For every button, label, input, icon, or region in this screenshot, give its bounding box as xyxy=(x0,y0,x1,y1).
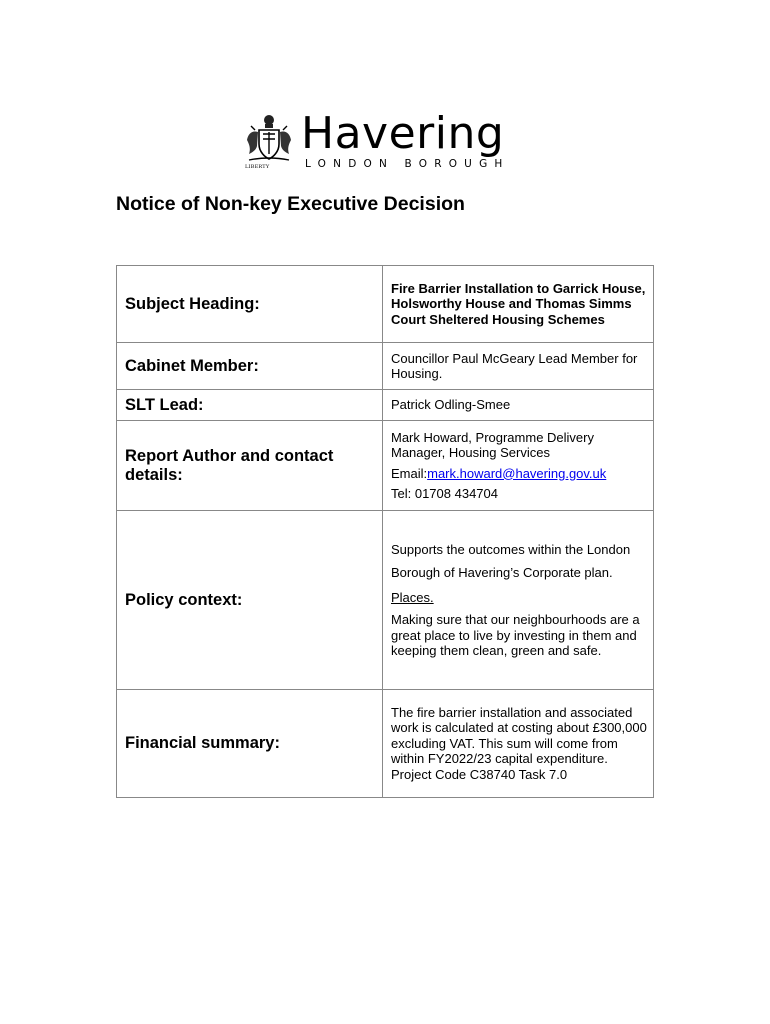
table-row-policy xyxy=(117,511,654,690)
cabinet-member-value: Councillor Paul McGeary Lead Member for Housing. xyxy=(383,343,654,390)
slt-lead-value: Patrick Odling-Smee xyxy=(383,390,654,421)
brand-subline: LONDON BOROUGH xyxy=(305,158,510,170)
policy-theme: Places. xyxy=(391,589,434,605)
author-tel: Tel: 01708 434704 xyxy=(391,486,498,501)
page-title: Notice of Non-key Executive Decision xyxy=(116,193,465,215)
cabinet-member-label: Cabinet Member: xyxy=(117,343,383,390)
author-name-line: Mark Howard, Programme Delivery Manager, Housing Services xyxy=(391,429,594,460)
table-row-financial xyxy=(117,690,654,798)
table-row-slt xyxy=(117,390,654,421)
report-author-label: Report Author and contact details: xyxy=(117,421,383,511)
brand-wordmark: Havering xyxy=(301,108,505,159)
table-row-cabinet xyxy=(117,343,654,390)
report-author-value xyxy=(383,421,654,511)
subject-label: Subject Heading: xyxy=(117,266,383,343)
policy-context-label: Policy context: xyxy=(117,511,383,690)
decision-table xyxy=(116,265,654,798)
financial-summary-label: Financial summary: xyxy=(117,690,383,798)
policy-intro: Supports the outcomes within the London Borough of Havering’s Corporate plan. xyxy=(391,541,631,580)
policy-context-value xyxy=(383,511,654,690)
author-email-link[interactable]: mark.howard@havering.gov.uk xyxy=(427,465,607,481)
subject-value: Fire Barrier Installation to Garrick House, Holsworthy House and Thomas Simms Court Sheltered Housing Schemes xyxy=(383,266,654,343)
borough-crest-icon xyxy=(243,112,295,172)
financial-summary-value: The fire barrier installation and associated work is calculated at costing about £300,000 excluding VAT. This sum will come from within FY2022/23 capital expenditure. Project Code C38740 Task 7.0 xyxy=(383,690,654,798)
havering-logo xyxy=(243,108,523,174)
table-row-author xyxy=(117,421,654,511)
email-prefix: Email: xyxy=(391,465,428,481)
slt-lead-label: SLT Lead: xyxy=(117,390,383,421)
table-row-subject xyxy=(117,266,654,343)
crest-motto: LIBERTY xyxy=(245,164,270,170)
policy-detail: Making sure that our neighbourhoods are a great place to live by investing in them and keeping them clean, green and safe. xyxy=(391,612,640,658)
author-email-line xyxy=(391,466,647,482)
